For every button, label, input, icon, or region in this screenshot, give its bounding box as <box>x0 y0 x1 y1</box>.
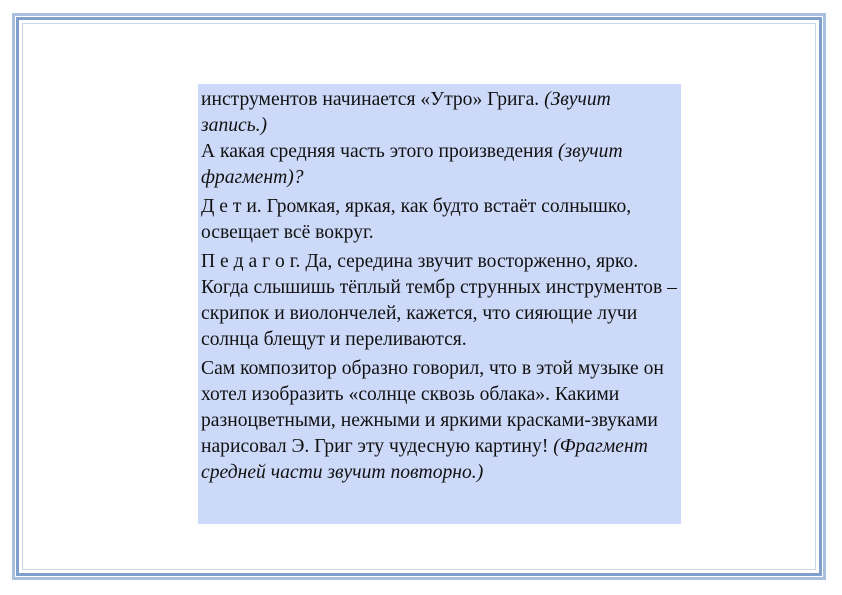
paragraph-1-stage-direction: (Звучит запись.) <box>201 89 611 136</box>
paragraph-4-speaker: П е д а г о г. <box>201 251 301 272</box>
paragraph-3-text: Громкая, яркая, как будто встаёт солнышко, освещает всё вокруг. <box>201 196 632 243</box>
paragraph-5-stage-direction: (Фрагмент средней части звучит повторно.) <box>201 436 648 483</box>
paragraph-1 <box>201 87 677 139</box>
paragraph-2 <box>201 139 677 191</box>
paragraph-2-stage-direction: (звучит фрагмент)? <box>201 141 623 188</box>
paragraph-4-text: Да, середина звучит восторженно, ярко. Когда слышишь тёплый тембр струнных инструментов – скрипок и виолончелей, кажется, что сияющие лучи солнца блещут и переливаются. <box>201 251 677 350</box>
paragraph-2-text: А какая средняя часть этого произведения <box>201 141 558 162</box>
paragraph-3-speaker: Д е т и. <box>201 196 262 217</box>
paragraph-5-text: Сам композитор образно говорил, что в этой музыке он хотел изобразить «солнце сквозь облака». Какими разноцветными, нежными и яркими красками-звуками нарисовал Э. Григ эту чудесную картину! <box>201 358 664 457</box>
paragraph-1-text: инструментов начинается «Утро» Грига. <box>201 89 545 110</box>
text-box <box>198 84 681 524</box>
paragraph-3 <box>201 194 677 246</box>
paragraph-4 <box>201 249 677 353</box>
paragraph-5 <box>201 356 677 486</box>
